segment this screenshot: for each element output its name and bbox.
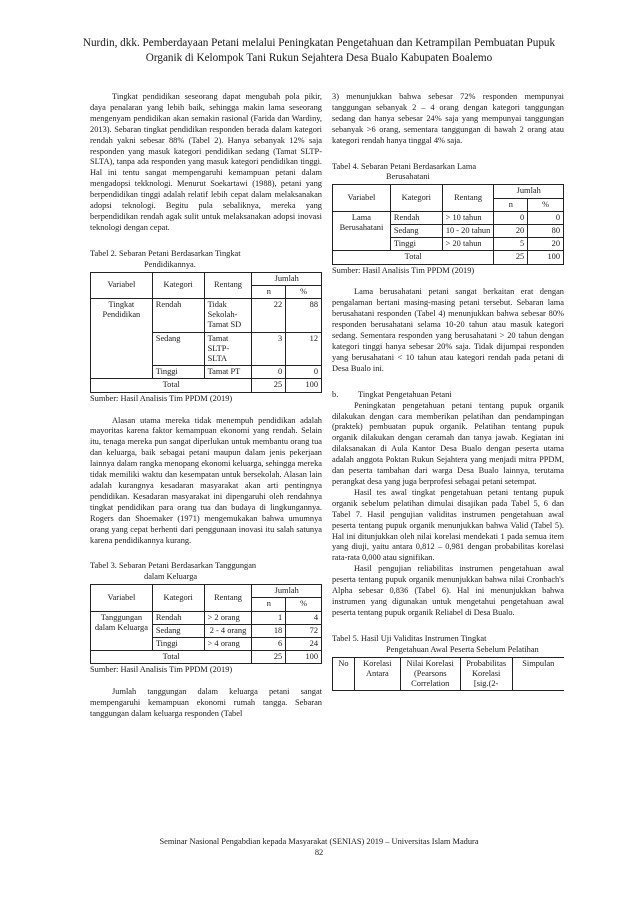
table-row: [91, 299, 322, 333]
table-cell: 0: [286, 366, 322, 379]
table5-header-korelasi: Korelasi Antara: [354, 657, 400, 691]
table3-header-rentang: Rentang: [204, 585, 252, 611]
table4-header-kategori: Kategori: [390, 185, 442, 211]
paragraph-education: Tingkat pendidikan seseorang dapat mengubah pola pikir, daya penalaran yang lebih baik, sehingga makin lama seseorang mengenyam pendidikan akan semakin rasional (Farida dan Wardiny, 2013). Sebaran tingkat pendidikan responden berada dalam kategori rendah yakni sebesar 88% (Tabel 2). Hanya sebanyak 12% saja responden yang masuk kategori pendidikan sedang (Tamat SLTP-SLTA), tanpa ada responden yang masuk kategori pendidikan tinggi. Hal ini tentu sangat mempengaruhi kemampuan petani dalam mengadopsi tekknologi. Menurut Soekartawi (1988), petani yang berpendidikan tinggi adalah relatif lebih cepat dalam melaksanakan adopsi teknologi. Begitu pula sebaliknya, mereka yang berpendidikan rendah agak sulit untuk melaksanakan adopsi inovasi teknologi dengan cepat.: [90, 92, 322, 232]
header-line-2: Organik di Kelompok Tani Rukun Sejahtera Desa Bualo Kabupaten Boalemo: [145, 52, 493, 64]
table4-header-jumlah: Jumlah: [494, 185, 564, 198]
table-cell: 0: [528, 211, 564, 224]
table2: [90, 272, 322, 393]
table4-caption: [332, 162, 564, 184]
table2-header-jumlah: Jumlah: [252, 272, 322, 285]
table-cell: > 20 tahun: [442, 238, 494, 251]
table-row: [333, 211, 564, 224]
table-cell: Sedang: [152, 332, 204, 366]
table-cell: 2 - 4 orang: [204, 624, 252, 637]
table2-header-n: n: [252, 285, 286, 298]
table5-header-probabilitas: Probabilitas Korelasi [sig.(2-: [460, 657, 512, 691]
paragraph-dependents: Jumlah tanggungan dalam keluarga petani sangat mempengaruhi kemampuan ekonomi rumah tangga. Sebaran tanggungan dalam keluarga responden (Tabel: [90, 687, 322, 719]
table-cell: > 2 orang: [204, 611, 252, 624]
table-cell: 6: [252, 638, 286, 651]
table2-caption-line1: Tabel 2. Sebaran Petani Berdasarkan Tingkat: [90, 248, 241, 258]
table-cell: 12: [286, 332, 322, 366]
table-cell: 72: [286, 624, 322, 637]
table-cell: 100: [286, 379, 322, 392]
table-cell: 25: [252, 379, 286, 392]
table2-header-pct: %: [286, 285, 322, 298]
table3-header-kategori: Kategori: [152, 585, 204, 611]
paragraph-farming-duration: Lama berusahatani petani sangat berkaitan erat dengan pengalaman bertani masing-masing petani tersebut. Sebaran lama berusahatani responden (Tabel 4) menunjukkan bahwa sebesar 80% responden berusahatani selama 10-20 tahun atau masuk kategori sedang. Sementara responden yang berusahatani > 20 tahun dengan kategori tinggi hanya sebesar 20% saja. Tidak dijumpai responden yang berusahatani < 10 tahun atau kategori rendah pada petani di Desa Bualo ini.: [332, 287, 564, 373]
table-cell: Rendah: [152, 299, 204, 333]
table2-header-variabel: Variabel: [91, 272, 153, 298]
table-cell: 100: [286, 651, 322, 664]
table-cell: 100: [528, 251, 564, 264]
table5-header-simpulan: Simpulan: [512, 657, 564, 691]
page-footer: [40, 836, 598, 858]
footer-conference: Seminar Nasional Pengabdian kepada Masyarakat (SENIAS) 2019 – Universitas Islam Madura: [159, 837, 479, 846]
paragraph-dependents-continued: 3) menunjukkan bahwa sebesar 72% responden mempunyai tanggungan sebanyak 2 – 4 orang dengan kategori tanggungan sedang dan hanya sebesar 24% saja yang mempunyai tanggungan sebanyak >6 orang, sementara tanggungan di bawah 2 orang atau kategori rendah hanya tinggal 4% saja.: [332, 92, 564, 145]
table-cell: 4: [286, 611, 322, 624]
table-cell: 22: [252, 299, 286, 333]
table2-caption-line2: Pendidikannya.: [144, 259, 196, 269]
table-cell: 0: [252, 366, 286, 379]
table-cell: Tinggi: [152, 638, 204, 651]
table3-header-jumlah: Jumlah: [252, 585, 322, 598]
table-cell: 0: [494, 211, 528, 224]
table-cell: Rendah: [152, 611, 204, 624]
table4: [332, 184, 564, 264]
table-cell: > 4 orang: [204, 638, 252, 651]
table-total-row: [333, 251, 564, 264]
table5: [332, 657, 564, 692]
table-cell: 24: [286, 638, 322, 651]
table-cell: 20: [494, 224, 528, 237]
table5-caption-line1: Tabel 5. Hasil Uji Validitas Instrumen Tingkat: [332, 633, 487, 643]
table-cell: Total: [91, 651, 252, 664]
table3-caption-line2: dalam Keluarga: [144, 572, 198, 582]
table-cell: Tinggi: [152, 366, 204, 379]
table-cell: 3: [252, 332, 286, 366]
left-column: [90, 92, 322, 720]
table-total-row: [91, 379, 322, 392]
table2-variabel: Tingkat Pendidikan: [91, 299, 153, 379]
table5-header-no: No: [333, 657, 355, 691]
table-cell: Tidak Sekolah-Tamat SD: [204, 299, 252, 333]
table3-caption: [90, 561, 322, 583]
table3-header-pct: %: [286, 598, 322, 611]
table-cell: Tamat SLTP-SLTA: [204, 332, 252, 366]
section-heading: [332, 390, 564, 401]
section-letter: b.: [332, 389, 339, 399]
table-cell: Sedang: [152, 624, 204, 637]
table3-caption-line1: Tabel 3. Sebaran Petani Berdasarkan Tanggungan: [90, 561, 257, 571]
table-cell: 25: [494, 251, 528, 264]
table-cell: 25: [252, 651, 286, 664]
table5-caption: [332, 634, 564, 656]
table4-header-pct: %: [528, 198, 564, 211]
paragraph-pretest: Hasil tes awal tingkat pengetahuan petani tentang pupuk organik sebelum pelatihan dimulai disajikan pada Tabel 5, 6 dan Tabel 7. Hasil pengujian validitas instrumen pengetahuan awal peserta tentang pupuk organik menunjukkan bahwa Valid (Tabel 5). Hal ini ditunjukkan oleh nilai korelasi mendekati 1 pada semua item yang diuji, yaitu antara 0,812 – 0,981 dengan probabilitas korelasi rata-rata 0,000 atau signifikan.: [332, 487, 564, 563]
table-total-row: [91, 651, 322, 664]
table-cell: 80: [528, 224, 564, 237]
table-cell: 20: [528, 238, 564, 251]
table2-source: Sumber: Hasil Analisis Tim PPDM (2019): [90, 393, 233, 403]
paragraph-reasons: Alasan utama mereka tidak menempuh pendidikan adalah mayoritas karena faktor kemampuan ekonomi yang rendah. Selain itu, tenaga mereka pun sangat diperlukan untuk membantu orang tua dan keluarga, baik sebagai petani maupun dalam jenis pekerjaan lainnya dalam rangka menopang ekonomi keluarga, sehingga mereka tidak memiliki waktu dan kesempatan untuk bersekolah. Alasan lain adalah kurangnya kesadaran masyarakat akan arti pentingnya pendidikan. Kesadaran masyarakat ini dipengaruhi oleh rendahnya tingkat pendidikan para orang tua dan budaya di lingkungannya. Rogers dan Shoemaker (1971) mengemukakan bahwa umumnya orang yang cepat berhenti dari penggunaan inovasi itu salah satunya karena pendidikannya kurang.: [90, 415, 322, 545]
table4-caption-line2: Berusahatani: [386, 172, 430, 182]
table4-header-variabel: Variabel: [333, 185, 391, 211]
running-header: [40, 36, 598, 66]
table4-caption-line1: Tabel 4. Sebaran Petani Berdasarkan Lama: [332, 161, 477, 171]
right-column: [332, 92, 564, 691]
table-cell: > 10 tahun: [442, 211, 494, 224]
table-cell: 5: [494, 238, 528, 251]
section-title: Tingkat Pengetahuan Petani: [358, 389, 452, 399]
table3: [90, 584, 322, 664]
table5-header-nilai: Nilai Korelasi (Pearsons Correlation: [400, 657, 460, 691]
table3-variabel: Tanggungan dalam Keluarga: [91, 611, 153, 651]
header-line-1: Nurdin, dkk. Pemberdayaan Petani melalui Peningkatan Pengetahuan dan Ketrampilan Pembuatan Pupuk: [82, 37, 556, 49]
table-cell: 10 - 20 tahun: [442, 224, 494, 237]
paragraph-knowledge: Peningkatan pengetahuan petani tentang pupuk organik dilakukan dengan cara memberikan pelatihan dan pendampingan (praktek) pembuatan pupuk organik. Pelatihan tentang pupuk organik dilakukan dengan ceramah dan tanya jawab. Kegiatan ini dilaksanakan di Aula Kantor Desa Bualo dengan peserta utama adalah anggota Poktan Rukun Sejahtera yang menjadi mitra PPDM, dan peserta tambahan dari warga Desa Bualo lainnya, terutama perangkat desa yang juga berprofesi sebagai petani setempat.: [332, 400, 564, 486]
table3-source: Sumber: Hasil Analisis Tim PPDM (2019): [90, 665, 233, 675]
table-cell: Total: [91, 379, 252, 392]
table-cell: Tinggi: [390, 238, 442, 251]
table-cell: Sedang: [390, 224, 442, 237]
table3-header-variabel: Variabel: [91, 585, 153, 611]
table2-header-kategori: Kategori: [152, 272, 204, 298]
table5-caption-line2: Pengetahuan Awal Peserta Sebelum Pelatihan: [386, 644, 539, 654]
table-cell: Total: [333, 251, 494, 264]
table-cell: Tamat PT: [204, 366, 252, 379]
table-cell: Rendah: [390, 211, 442, 224]
table4-variabel: Lama Berusahatani: [333, 211, 391, 251]
table-cell: 1: [252, 611, 286, 624]
table-cell: 88: [286, 299, 322, 333]
table-cell: 18: [252, 624, 286, 637]
page-number: 82: [314, 848, 324, 857]
table3-header-n: n: [252, 598, 286, 611]
table2-caption: [90, 249, 322, 271]
table4-source: Sumber: Hasil Analisis Tim PPDM (2019): [332, 265, 475, 275]
paragraph-reliability: Hasil pengujian reliabilitas instrumen pengetahuan awal peserta tentang pupuk organik menunjukkan bahwa nilai Cronbach's Alpha sebesar 0,836 (Tabel 6). Hal ini menunjukkan bahwa instrumen yang digunakan untuk mengetahui pengetahuan awal peserta tentang pupuk organik Reliabel di Desa Bualo.: [332, 564, 564, 617]
table4-header-rentang: Rentang: [442, 185, 494, 211]
table2-header-rentang: Rentang: [204, 272, 252, 298]
table4-header-n: n: [494, 198, 528, 211]
table-row: [91, 611, 322, 624]
